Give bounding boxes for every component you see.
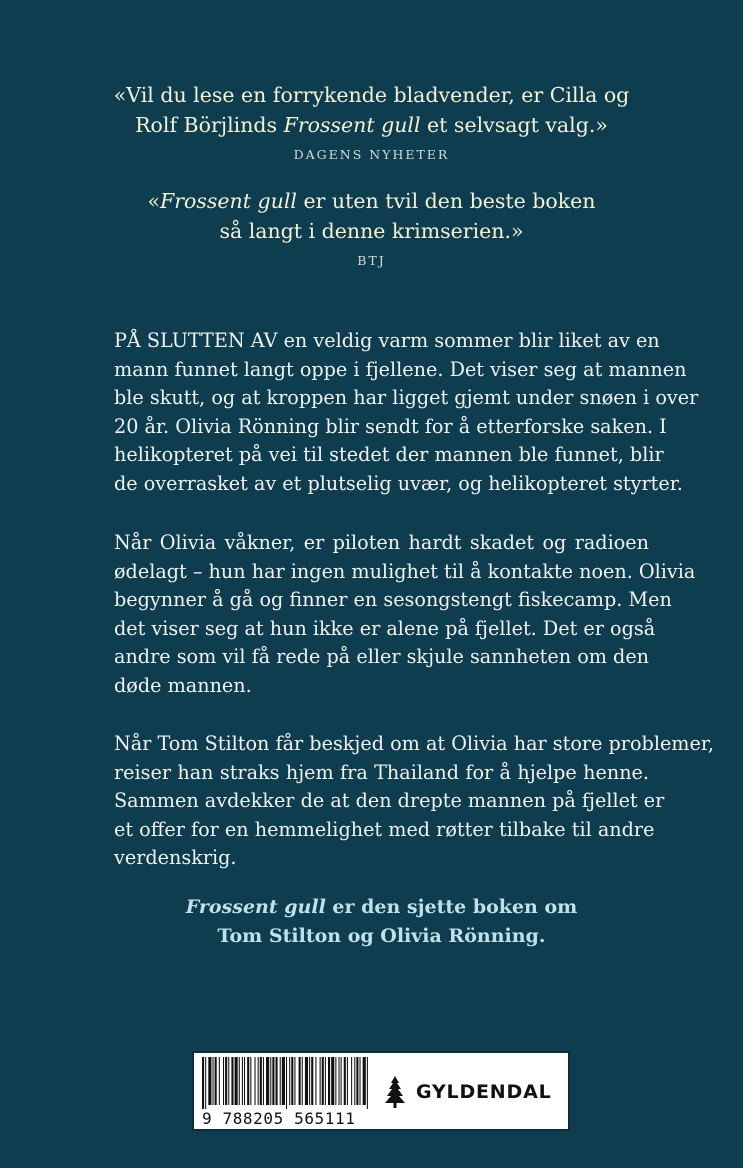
text-line: helikopteret på vei til stedet der mannen ble funnet, blir <box>114 443 664 467</box>
barcode-bar <box>239 1057 240 1105</box>
barcode-bar <box>305 1057 308 1105</box>
barcode-bar <box>325 1057 326 1105</box>
barcode-bar <box>344 1057 346 1105</box>
text-line: 20 år. Olivia Rönning blir sendt for å etterforske saken. I <box>114 414 667 438</box>
barcode-bar <box>356 1057 358 1105</box>
barcode-bar <box>311 1057 313 1105</box>
barcode-bar <box>231 1057 233 1105</box>
barcode-bar <box>294 1057 295 1105</box>
barcode-bar <box>309 1057 310 1105</box>
text-line: Når Olivia våkner, er piloten hardt skadet og radioen <box>114 531 649 554</box>
text-line: det viser seg at hun ikke er alene på fjellet. Det er også <box>114 616 656 640</box>
isbn-number: 9 788205 565111 <box>202 1109 356 1128</box>
barcode-bar <box>367 1057 368 1109</box>
series-note-line: Frossent gull er den sjette boken om <box>185 896 578 918</box>
barcode-bar <box>315 1057 316 1105</box>
publisher-name: GYLDENDAL <box>416 1081 552 1103</box>
barcode-bar <box>228 1057 229 1105</box>
text-line: et offer for en hemmelighet med røtter tilbake til andre <box>114 817 655 841</box>
publisher-logo <box>384 1075 551 1109</box>
barcode-bar <box>289 1057 290 1105</box>
quote-source: BTJ <box>357 253 386 268</box>
barcode-bar <box>202 1057 204 1109</box>
barcode-bar <box>270 1057 271 1105</box>
barcode-bar <box>282 1057 285 1105</box>
text-line: verdenskrig. <box>114 846 237 870</box>
blurb-paragraph-3 <box>114 730 715 873</box>
barcode-bar <box>335 1057 336 1105</box>
quote-line: «Frossent gull er uten tvil den beste boken <box>147 189 596 213</box>
quote-line: «Vil du lese en forrykende bladvender, er Cilla og <box>113 83 630 107</box>
barcode-bar <box>266 1057 269 1105</box>
barcode-bar <box>242 1057 243 1105</box>
barcode-bar <box>360 1057 361 1105</box>
barcode-bar <box>263 1057 264 1105</box>
quote-source: DAGENS NYHETER <box>293 147 450 162</box>
text-line: Sammen avdekker de at den drepte mannen på fjellet er <box>114 789 665 813</box>
quote-btj <box>80 186 663 270</box>
barcode-bar <box>276 1057 278 1105</box>
isbn-barcode <box>200 1057 372 1109</box>
barcode-bar <box>322 1057 324 1105</box>
series-note-line: Tom Stilton og Olivia Rönning. <box>217 925 546 947</box>
text-line: PÅ SLUTTEN AV en veldig varm sommer blir liket av en <box>114 329 660 352</box>
barcode-bar <box>235 1057 238 1105</box>
barcode-bar <box>223 1057 224 1105</box>
series-note <box>114 893 649 951</box>
text-line: begynner å gå og finner en sesongstengt fiskecamp. Men <box>114 588 672 612</box>
barcode-bar <box>219 1057 220 1105</box>
barcode-bar <box>215 1057 217 1105</box>
barcode-bar <box>363 1057 366 1105</box>
barcode-bar <box>302 1057 303 1105</box>
text-line: døde mannen. <box>114 673 252 697</box>
text-line: mann funnet langt oppe i fjellene. Det viser seg at mannen <box>114 357 687 381</box>
quote-dagens-nyheter <box>80 80 663 164</box>
barcode-bar <box>291 1057 293 1105</box>
barcode-bar <box>341 1057 342 1105</box>
barcode-panel <box>192 1051 570 1131</box>
barcode-bar <box>247 1057 249 1105</box>
blurb-paragraph-2 <box>114 529 696 701</box>
barcode-bar <box>272 1057 274 1105</box>
barcode-bar <box>260 1057 262 1105</box>
text-line: de overrasket av et plutselig uvær, og helikopteret styrter. <box>114 471 683 495</box>
barcode-bar <box>339 1057 340 1105</box>
barcode-bar <box>354 1057 355 1105</box>
text-line: andre som vil få rede på eller skjule sannheten om den <box>114 645 650 669</box>
barcode-bar <box>213 1057 214 1105</box>
barcode-bar <box>280 1057 281 1105</box>
barcode-bar <box>351 1057 352 1105</box>
barcode-bar <box>347 1057 348 1105</box>
barcode-bar <box>258 1057 259 1105</box>
barcode-bar <box>205 1057 206 1109</box>
quote-line: så langt i denne krimserien.» <box>219 219 524 243</box>
barcode-bar <box>328 1057 330 1105</box>
text-line: Når Tom Stilton får beskjed om at Olivia har store problemer, <box>114 732 715 755</box>
barcode-bar <box>208 1057 211 1105</box>
barcode-bar <box>299 1057 301 1105</box>
blurb-paragraph-1 <box>114 327 699 499</box>
barcode-bar <box>286 1057 287 1109</box>
barcode-bar <box>244 1057 245 1105</box>
book-title: Frossent gull <box>185 896 326 918</box>
barcode-bar <box>320 1057 321 1105</box>
book-title: Frossent gull <box>160 189 297 213</box>
barcode-bar <box>225 1057 227 1105</box>
text-line: reiser han straks hjem fra Thailand for å hjelpe henne. <box>114 760 649 784</box>
barcode-bar <box>255 1057 256 1105</box>
tree-icon <box>384 1076 406 1108</box>
book-title: Frossent gull <box>283 113 421 137</box>
barcode-bar <box>331 1057 334 1105</box>
text-line: ble skutt, og at kroppen har ligget gjemt under snøen i over <box>114 386 699 410</box>
barcode-bar <box>250 1057 251 1105</box>
quote-line: Rolf Börjlinds Frossent gull et selvsagt valg.» <box>135 113 608 137</box>
text-line: ødelagt – hun har ingen mulighet til å kontakte noen. Olivia <box>114 559 696 583</box>
